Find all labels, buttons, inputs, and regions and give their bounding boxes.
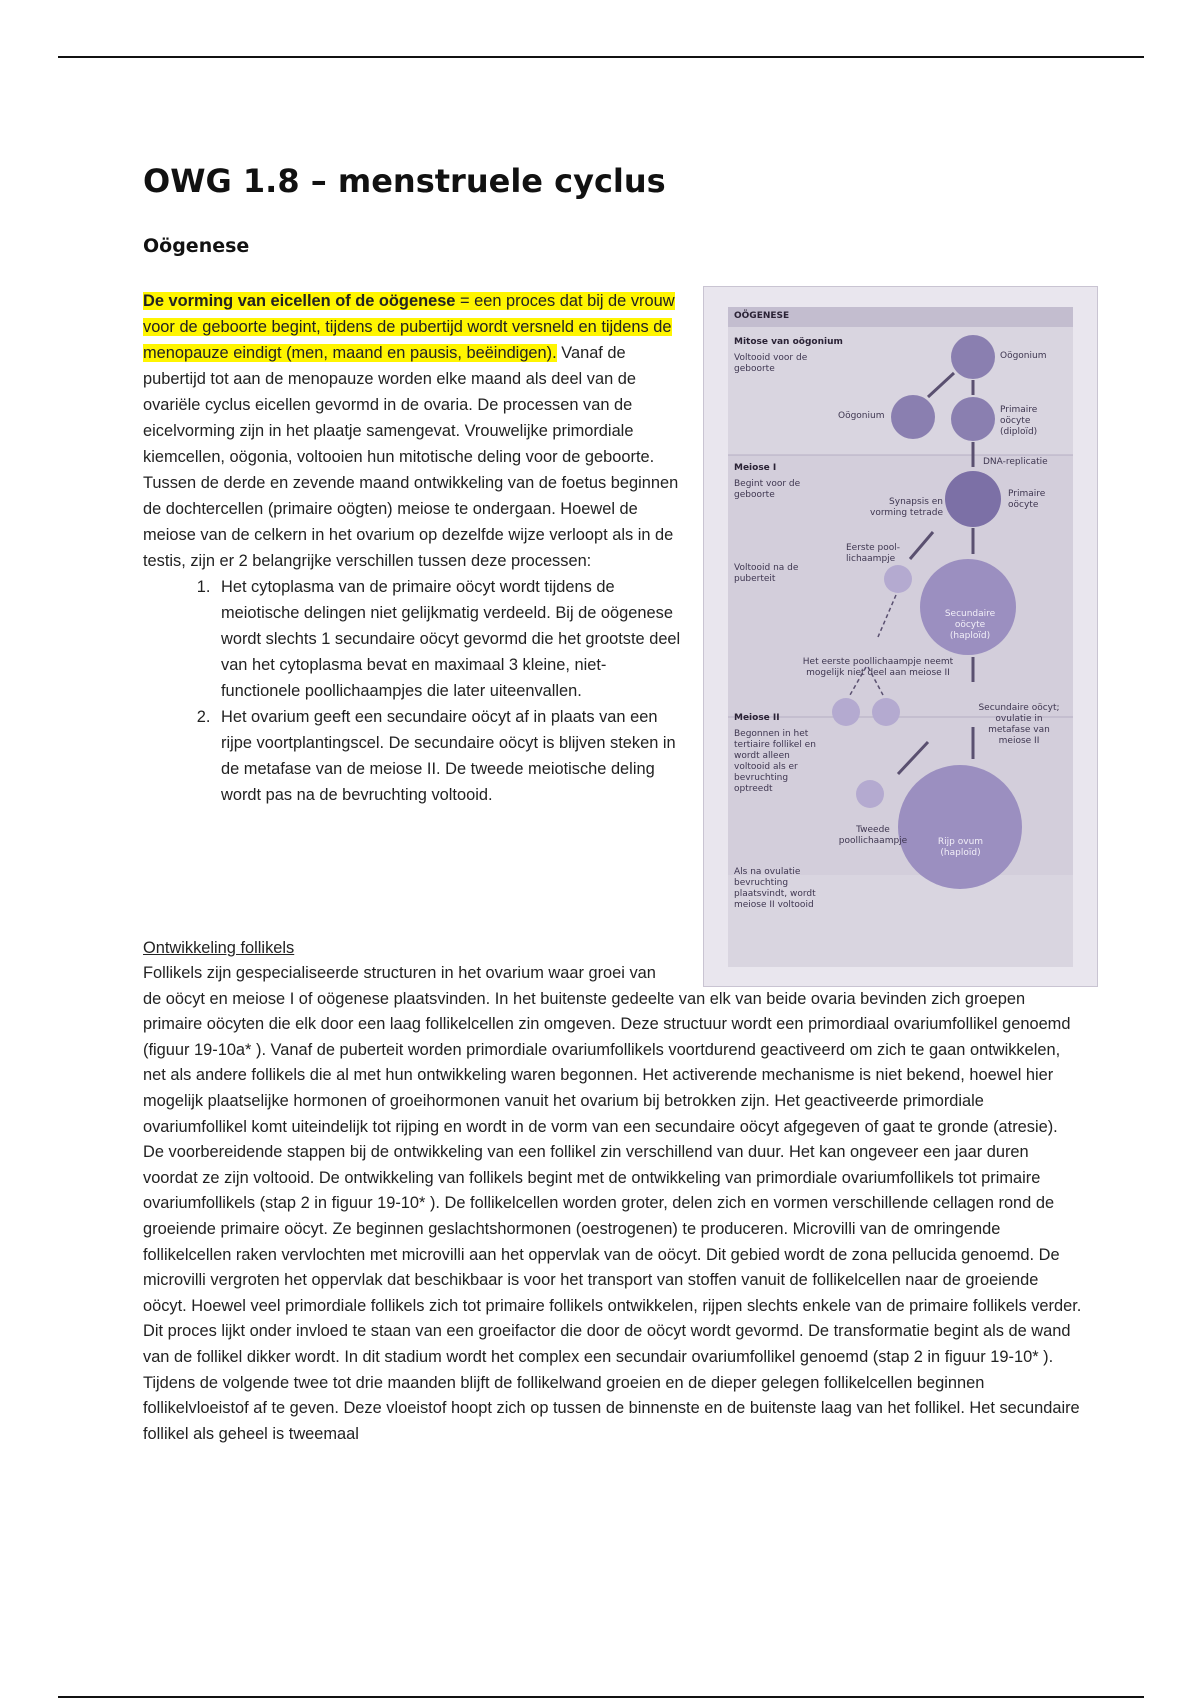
list-item: 2. Het ovarium geeft een secundaire oöcyt af in plaats van een rijpe voortplantingscel. De secundaire oöcyt is blijven steken in de metafase van de meiose II. De tweede meiotische deling wordt pas na de bevruchting voltooid. <box>215 704 683 808</box>
meiose2-label: Meiose II <box>734 713 780 723</box>
oogonium-cell-left <box>891 395 935 439</box>
meiose1-note: Begint voor de geboorte <box>734 479 801 500</box>
polar-body-b <box>872 698 900 726</box>
figure-title: OÖGENESE <box>734 311 790 321</box>
oogonium-label: Oögonium <box>1000 351 1047 361</box>
footer-rule <box>58 1696 1144 1698</box>
mitose-label: Mitose van oögonium <box>734 337 843 347</box>
list-item: 1. Het cytoplasma van de primaire oöcyt wordt tijdens de meiotische delingen niet gelijkmatig verdeeld. Bij de oögenese wordt slechts 1 secundaire oöcyt gevormd die het grootste deel van het cytoplasma bevat en maximaal 3 kleine, niet-functionele poollichaampjes die later uiteenvallen. <box>215 574 683 704</box>
ovulation-note: Als na ovulatie bevruchting plaatsvindt, wordt meiose II voltooid <box>734 867 816 910</box>
polar-note: Het eerste poollichaampje neemt mogelijk niet deel aan meiose II <box>802 657 954 678</box>
section-heading: Oögenese <box>143 235 250 257</box>
synapsis-label: Synapsis en vorming tetrade <box>870 497 943 518</box>
ripe-ovum-label: Rijp ovum (haploïd) <box>937 837 984 858</box>
definition-term: De vorming van eicellen of de oögenese <box>143 292 456 310</box>
primary-oocyte-2-label: Primaire oöcyte <box>1008 489 1046 510</box>
meiose1-label: Meiose I <box>734 463 777 473</box>
follikels-heading: Ontwikkeling follikels <box>143 939 295 957</box>
primary-oocyte-cell <box>951 397 995 441</box>
figure-panel <box>728 307 1073 967</box>
intro-paragraph <box>143 288 683 574</box>
secondary-oocyte-label: Secundaire oöcyte (haploïd) <box>944 609 996 641</box>
oogonium-left-label: Oögonium <box>838 411 885 421</box>
mitose-note: Voltooid voor de geboorte <box>734 353 808 374</box>
meiose2-note: Begonnen in het tertiaire follikel en wordt alleen voltooid als er bevruchting optreedt <box>734 729 816 794</box>
follikels-text: Follikels zijn gespecialiseerde structuren in het ovarium waar groei van de oöcyt en meiose I of oögenese plaatsvinden. In het buitenste gedeelte van elk van beide ovaria bevinden zich groepen primaire oöcyten die elk door een laag follikelcellen zin omgeven. Deze structuur wordt een primordiaal ovariumfollikel genoemd (figuur 19-10a* ). Vanaf de puberteit worden primordiale ovariumfollikels voortdurend geactiveerd om zich te gaan ontwikkelen, net als andere follikels die al met hun ontwikkeling waren begonnen. Het activerende mechanisme is niet bekend, hoewel hier mogelijk plaatselijke hormonen of groeihormonen vanuit het ovarium bij betrokken zijn. Het geactiveerde primordiale ovariumfollikel komt uiteindelijk tot rijping en wordt in de vorm van een secundaire oöcyt afgegeven of gaat te gronde (atresie). De voorbereidende stappen bij de ontwikkeling van een follikel zin verschillend van duur. Het kan ongeveer een jaar duren voordat ze zijn voltooid. De ontwikkeling van follikels begint met de ontwikkeling van primordiale ovariumfollikels tot primaire ovariumfollikels (stap 2 in figuur 19-10* ). De follikelcellen worden groter, delen zich en vormen verschillende cellagen rond de groeiende primaire oöcyt. Ze beginnen geslachtshormonen (oestrogenen) te produceren. Microvilli van de omringende follikelcellen raken vervlochten met microvilli aan het oppervlak van de oöcyt. Dit gebied wordt de zona pellucida genoemd. De microvilli vergroten het oppervlak dat beschikbaar is voor het transport van stoffen vanuit de follikelcellen naar de groeiende oöcyt. Hoewel veel primordiale follikels zich tot primaire follikels ontwikkelen, rijpen slechts enkele van de primaire follikels verder. Dit proces lijkt onder invloed te staan van een groeifactor die door de oöcyt wordt gevormd. De transformatie begint als de wand van de follikel dikker wordt. In dit stadium wordt het complex een secundair ovariumfollikel genoemd (stap 2 in figuur 19-10* ). Tijdens de volgende twee tot drie maanden blijft de follikelwand groeien en de dieper gelegen follikelcellen beginnen follikelvloeistof af te geven. Deze vloeistof hoopt zich op tussen de binnenste en de buitenste laag van het follikel. Het secundaire follikel als geheel is tweemaal <box>143 964 1082 1443</box>
polar-body-a <box>832 698 860 726</box>
oogenese-figure <box>703 286 1098 987</box>
ripe-ovum-cell <box>898 765 1022 889</box>
second-polar-label: Tweede poollichaampje <box>838 825 908 846</box>
header-rule <box>58 56 1144 58</box>
oogonium-cell <box>951 335 995 379</box>
definition-text: = een proces dat bij de vrouw voor de geboorte begint, tijdens de pubertijd wordt versneld en tijdens de menopauze eindigt (men, maand en pausis, beëindigen). <box>143 292 675 362</box>
tetrade-cell <box>945 471 1001 527</box>
first-polar-body <box>884 565 912 593</box>
follikels-paragraph <box>143 961 1083 1447</box>
sec-ovulation-label: Secundaire oöcyt; ovulatie in metafase van meiose II <box>978 703 1060 746</box>
dna-replication-label: DNA-replicatie <box>983 457 1048 467</box>
page-title: OWG 1.8 – menstruele cyclus <box>143 162 666 200</box>
first-polar-label: Eerste pool-lichaampje <box>846 543 901 564</box>
puberty-note: Voltooid na de puberteit <box>734 563 799 584</box>
differences-list <box>143 574 683 808</box>
intro-body: Vanaf de pubertijd tot aan de menopauze worden elke maand als deel van de ovariële cyclus eicellen gevormd in de ovaria. De processen van de eicelvorming zijn in het plaatje samengevat. Vrouwelijke primordiale kiemcellen, oögonia, voltooien hun mitotische deling voor de geboorte. Tussen de derde en zevende maand ontwikkeling van de foetus beginnen de dochtercellen (primaire oögten) meiose te ondergaan. Hoewel de meiose van de celkern in het ovarium op dezelfde wijze verloopt als in de testis, zijn er 2 belangrijke verschillen tussen deze processen: <box>143 344 679 570</box>
intro-column <box>143 288 683 808</box>
second-polar-body <box>856 780 884 808</box>
primary-oocyte-label: Primaire oöcyte (diploïd) <box>1000 405 1038 437</box>
